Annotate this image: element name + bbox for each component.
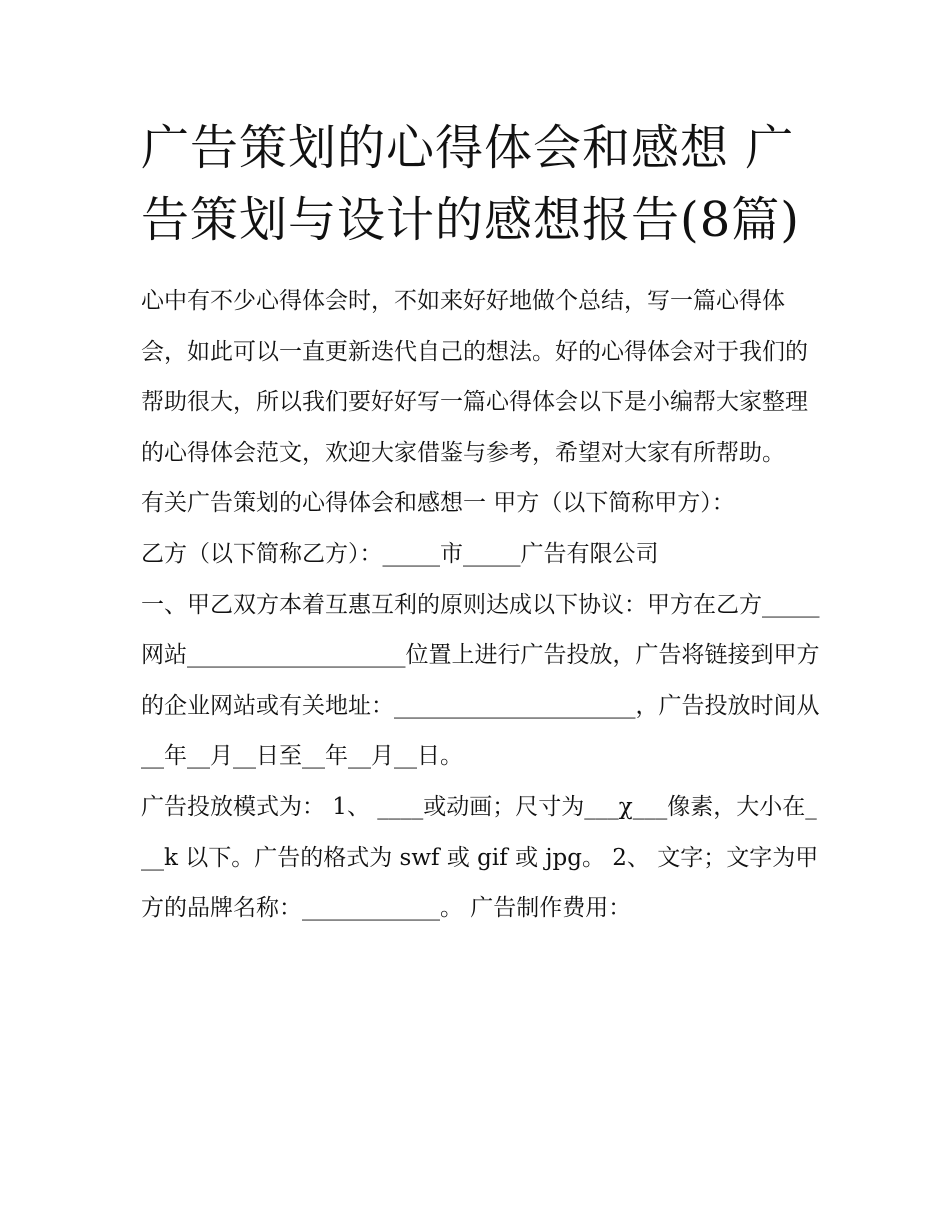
document-page [141, 112, 821, 934]
party-b-line: 乙方（以下简称乙方）：_____市_____广告有限公司 [141, 540, 659, 567]
document-title: 广告策划的心得体会和感想 广告策划与设计的感想报告(8篇) [141, 120, 800, 248]
party-a-line: 有关广告策划的心得体会和感想一 甲方（以下简称甲方）： [141, 490, 735, 517]
agreement-clause-one: 一、甲乙双方本着互惠互利的原则达成以下协议：甲方在乙方_____网站___________________位置上进行广告投放，广告将链接到甲方的企业网站或有关地址：_____________________，广告投放时间从__年__月__日至__年__月__日。 [141, 591, 820, 770]
intro-paragraph: 心中有不少心得体会时，不如来好好地做个总结，写一篇心得体会，如此可以一直更新迭代自己的想法。好的心得体会对于我们的帮助很大，所以我们要好好写一篇心得体会以下是小编帮大家整理的心得体会范文，欢迎大家借鉴与参考，希望对大家有所帮助。 [141, 288, 808, 466]
ad-format-clause: 广告投放模式为： 1、 ____或动画；尺寸为___χ___像素，大小在___k 以下。广告的格式为 swf 或 gif 或 jpg。 2、 文字；文字为甲方的品牌名称：____________。 广告制作费用： [141, 793, 819, 922]
